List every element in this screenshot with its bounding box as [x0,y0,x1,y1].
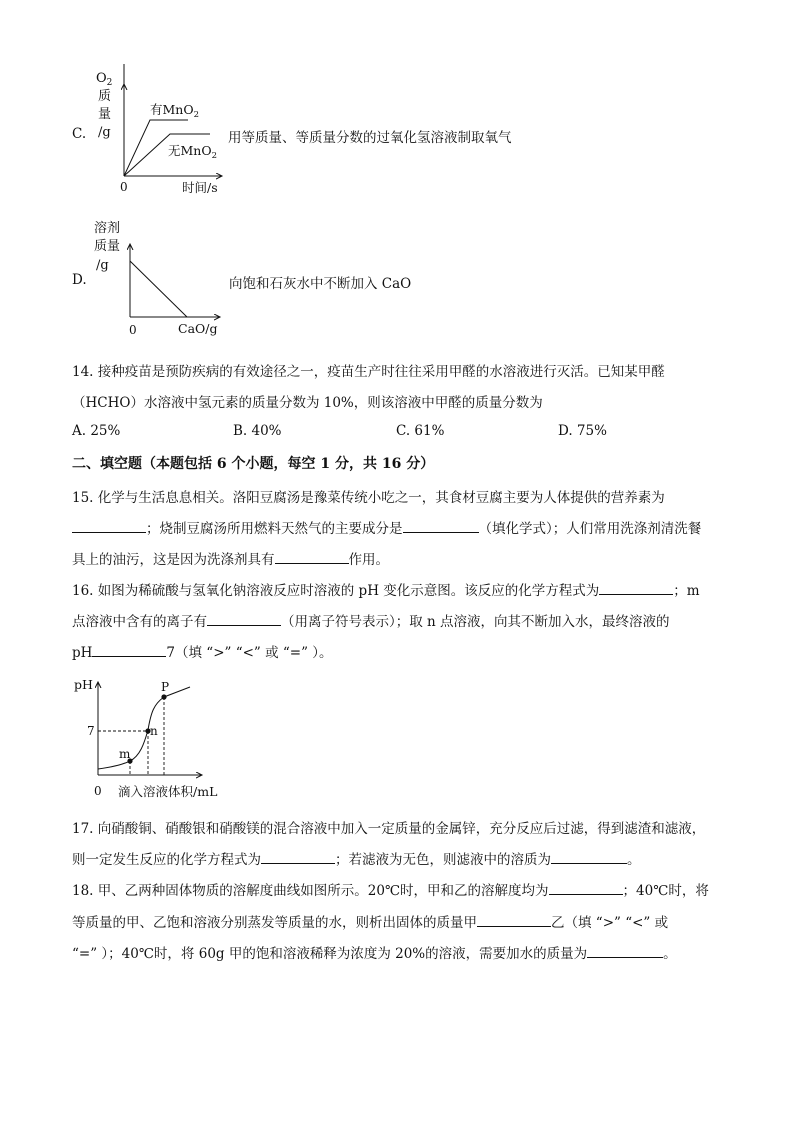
q17-line1: 17. 向硝酸铜、硝酸银和硝酸镁的混合溶液中加入一定质量的金属锌，充分反应后过滤，得到滤渣和滤液， [72,821,706,837]
with-mno2-label: 有MnO$_2$ [150,102,200,120]
answer-blank[interactable] [599,581,673,595]
answer-blank[interactable] [477,913,551,927]
q16-line1: 16. 如图为稀硫酸与氢氧化钠溶液反应时溶液的 pH 变化示意图。该反应的化学方程式为 ；m [72,583,700,599]
x-axis-label: CaO/g [178,321,218,336]
q14-line1: 14. 接种疫苗是预防疾病的有效途径之一，疫苗生产时往往采用甲醛的水溶液进行灭活。已知某甲醛 [72,364,665,380]
answer-blank[interactable] [261,850,335,864]
label-n: n [150,724,158,738]
q14-choice-a: A. 25% [72,423,121,439]
option-d-label: D. [72,272,87,288]
q17-line2: 则一定发生反应的化学方程式为 ；若滤液为无色，则滤液中的溶质为 。 [72,852,641,868]
y-label-zhi: 质 [98,89,112,104]
answer-blank[interactable] [72,519,146,533]
q16-line2: 点溶液中含有的离子有 （用离子符号表示）；取 n 点溶液，向其不断加入水，最终溶液的 [72,614,670,630]
origin-label: 0 [120,180,128,194]
y-label-unit: /g [96,258,109,273]
q14-choice-b: B. 40% [233,423,282,439]
y-label-o: $O_2$ [96,71,113,88]
q18-line3: “=” ）；40℃时，将 60g 甲的饱和溶液稀释为浓度为 20%的溶液，需要加水的质量为 。 [72,946,677,962]
x-axis-label: 滴入溶液体积/mL [118,784,218,799]
point-p [161,694,166,699]
q18-line2: 等质量的甲、乙饱和溶液分别蒸发等质量的水，则析出固体的质量甲 乙（填 “>” “<” 或 [72,915,669,931]
y-label-unit: /g [98,125,111,140]
answer-blank[interactable] [551,850,627,864]
origin-label: 0 [94,784,102,798]
answer-blank[interactable] [92,643,166,657]
solvent-mass-graph [88,216,228,340]
answer-blank[interactable] [207,612,281,626]
option-c-text: 用等质量、等质量分数的过氧化氢溶液制取氧气 [228,130,512,146]
origin-label: 0 [129,323,137,337]
option-d-text: 向饱和石灰水中不断加入 CaO [229,276,412,292]
answer-blank[interactable] [549,881,623,895]
q15-line3: 具上的油污，这是因为洗涤剂具有 作用。 [72,552,389,568]
solvent-line [130,261,187,317]
answer-blank[interactable] [275,550,349,564]
option-c-label: C. [72,126,87,142]
q18-line1: 18. 甲、乙两种固体物质的溶解度曲线如图所示。20℃时，甲和乙的溶解度均为 ；40℃时，将 [72,883,709,899]
q15-line1: 15. 化学与生活息息相关。洛阳豆腐汤是豫菜传统小吃之一，其食材豆腐主要为人体提供的营养素为 [72,490,665,506]
y-label-solvent: 溶剂 [94,221,121,236]
y-label-mass: 质量 [94,239,121,254]
x-axis-label: 时间/s [182,180,218,195]
ph7-tick-label: 7 [87,724,95,738]
label-p: P [161,680,170,694]
q14-choice-d: D. 75% [558,423,607,439]
q14-choice-c: C. 61% [396,423,445,439]
section-heading: 二、填空题（本题包括 6 个小题，每空 1 分，共 16 分） [72,456,435,472]
q16-line3: pH 7（填 “>” “<” 或 “=” ）。 [72,645,333,661]
y-label-liang: 量 [98,107,112,122]
label-m: m [119,747,131,761]
q15-line2: ；烧制豆腐汤所用燃料天然气的主要成分是 （填化学式）；人们常用洗涤剂清洗餐 [72,517,701,537]
q14-line2: （HCHO）水溶液中氢元素的质量分数为 10%，则该溶液中甲醛的质量分数为 [72,395,543,411]
y-axis-label: pH [74,677,93,692]
answer-blank[interactable] [587,944,663,958]
without-mno2-label: 无MnO$_2$ [168,143,218,161]
ph-curve-graph [72,672,242,804]
answer-blank[interactable] [403,519,479,533]
ph-curve [98,687,190,769]
oxygen-mass-graph [88,64,228,196]
